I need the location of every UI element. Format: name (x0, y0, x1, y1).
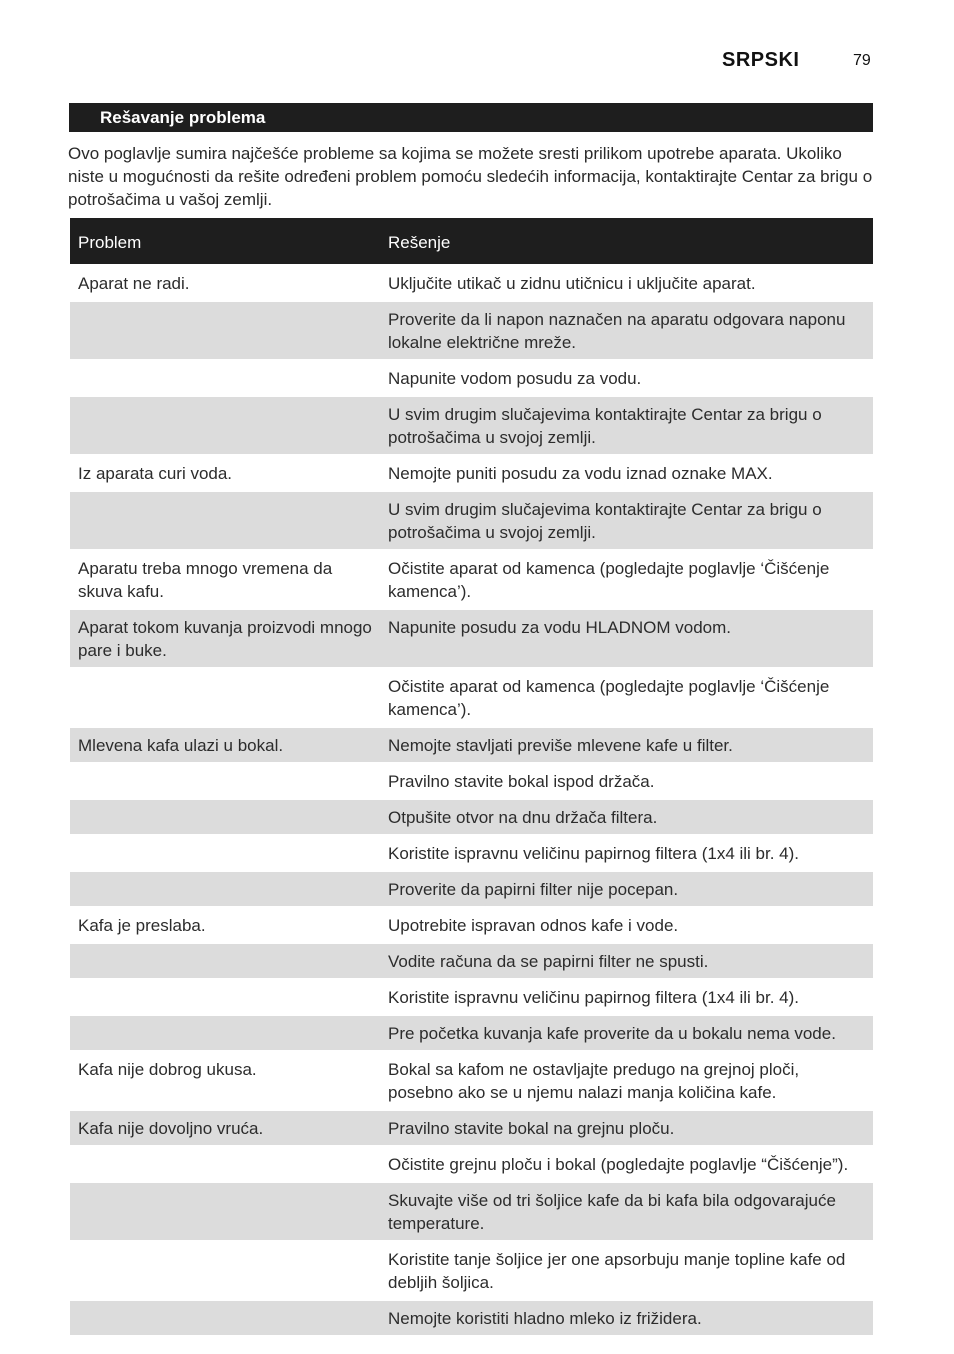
table-row (70, 1015, 873, 1051)
solution-cell: Nemojte koristiti hladno mleko iz frižidera. (380, 1300, 873, 1336)
solution-cell: Pravilno stavite bokal ispod držača. (388, 772, 655, 791)
table-row (70, 763, 873, 799)
problem-cell: Mlevena kafa ulazi u bokal. (70, 727, 380, 763)
table-row (70, 943, 873, 979)
table-row (70, 727, 873, 763)
table-row (70, 360, 873, 396)
table-row (70, 907, 873, 943)
table-row (70, 455, 873, 491)
solution-cell: Skuvajte više od tri šoljice kafe da bi kafa bila odgovarajuće temperature. (380, 1182, 873, 1241)
problem-cell: Aparat tokom kuvanja proizvodi mnogo pare i buke. (70, 609, 380, 668)
solution-cell: Očistite aparat od kamenca (pogledajte poglavlje ‘Čišćenje kamenca’). (388, 559, 830, 601)
problem-cell (70, 396, 380, 455)
problem-cell (70, 835, 380, 871)
solution-cell: Koristite ispravnu veličinu papirnog filtera (1x4 ili br. 4). (388, 988, 800, 1007)
solution-cell: U svim drugim slučajevima kontaktirajte Centar za brigu o potrošačima u svojoj zemlji. (380, 491, 873, 550)
problem-cell (70, 360, 380, 396)
intro-paragraph: Ovo poglavlje sumira najčešće probleme sa kojima se možete sresti prilikom upotrebe aparata. Ukoliko niste u mogućnosti da rešite određeni problem pomoću sledećih informacija, kontaktirajte Centar za brigu o potrošačima u vašoj zemlji. (68, 144, 873, 209)
problem-cell (70, 943, 380, 979)
problem-cell: Aparat ne radi. (78, 274, 190, 293)
solution-cell: Očistite grejnu ploču i bokal (pogledajte poglavlje “Čišćenje”). (388, 1155, 849, 1174)
solution-cell: Nemojte stavljati previše mlevene kafe u filter. (380, 727, 873, 763)
table-row (70, 491, 873, 550)
table-row (70, 799, 873, 835)
solution-cell: Očistite aparat od kamenca (pogledajte poglavlje ‘Čišćenje kamenca’). (388, 677, 830, 719)
table-row (70, 396, 873, 455)
table-row (70, 1300, 873, 1336)
solution-cell: Napunite posudu za vodu HLADNOM vodom. (380, 609, 873, 668)
problem-cell (70, 491, 380, 550)
problem-cell (70, 871, 380, 907)
troubleshooting-table (70, 218, 873, 1337)
solution-cell: Proverite da li napon naznačen na aparatu odgovara naponu lokalne električne mreže. (380, 301, 873, 360)
solution-cell: Pravilno stavite bokal na grejnu ploču. (380, 1110, 873, 1146)
table-row (70, 979, 873, 1015)
table-row (70, 835, 873, 871)
problem-cell: Kafa nije dovoljno vruća. (70, 1110, 380, 1146)
problem-cell: Kafa nije dobrog ukusa. (78, 1060, 257, 1079)
problem-cell (70, 301, 380, 360)
table-row (70, 609, 873, 668)
table-row (70, 1182, 873, 1241)
problem-cell (70, 668, 380, 727)
table-row (70, 550, 873, 609)
problem-cell (70, 979, 380, 1015)
solution-cell: Pre početka kuvanja kafe proverite da u bokalu nema vode. (380, 1015, 873, 1051)
solution-cell: Koristite ispravnu veličinu papirnog filtera (1x4 ili br. 4). (388, 844, 800, 863)
solution-cell: Upotrebite ispravan odnos kafe i vode. (388, 916, 679, 935)
problem-cell (70, 1182, 380, 1241)
problem-cell: Iz aparata curi voda. (78, 464, 233, 483)
table-row (70, 301, 873, 360)
column-header-solution: Rešenje (380, 218, 873, 265)
table-row (70, 265, 873, 301)
table-body (70, 265, 873, 1336)
table-row (70, 1051, 873, 1110)
problem-cell (70, 1146, 380, 1182)
solution-cell: Bokal sa kafom ne ostavljajte predugo na grejnoj ploči, posebno ako se u njemu nalazi manja količina kafe. (388, 1060, 800, 1102)
table-row (70, 871, 873, 907)
solution-cell: Uključite utikač u zidnu utičnicu i uključite aparat. (388, 274, 756, 293)
column-header-problem: Problem (70, 218, 380, 265)
language-label: SRPSKI (722, 49, 800, 71)
section-title: Rešavanje problema (100, 108, 266, 127)
solution-cell: Vodite računa da se papirni filter ne spusti. (380, 943, 873, 979)
problem-cell (70, 1241, 380, 1300)
problem-cell (70, 763, 380, 799)
problem-cell (70, 799, 380, 835)
table-row (70, 1110, 873, 1146)
table-row (70, 1241, 873, 1300)
solution-cell: Napunite vodom posudu za vodu. (388, 369, 642, 388)
page-number: 79 (853, 52, 871, 69)
table-header-row (70, 218, 873, 265)
problem-cell: Aparatu treba mnogo vremena da skuva kafu. (78, 559, 333, 601)
problem-cell: Kafa je preslaba. (78, 916, 206, 935)
table-row (70, 1146, 873, 1182)
solution-cell: Otpušite otvor na dnu držača filtera. (380, 799, 873, 835)
table-row (70, 668, 873, 727)
solution-cell: Koristite tanje šoljice jer one apsorbuju manje topline kafe od debljih šoljica. (388, 1250, 846, 1292)
solution-cell: U svim drugim slučajevima kontaktirajte Centar za brigu o potrošačima u svojoj zemlji. (380, 396, 873, 455)
solution-cell: Nemojte puniti posudu za vodu iznad oznake MAX. (388, 464, 773, 483)
solution-cell: Proverite da papirni filter nije pocepan. (380, 871, 873, 907)
section-header-bar (69, 103, 873, 132)
problem-cell (70, 1300, 380, 1336)
problem-cell (70, 1015, 380, 1051)
